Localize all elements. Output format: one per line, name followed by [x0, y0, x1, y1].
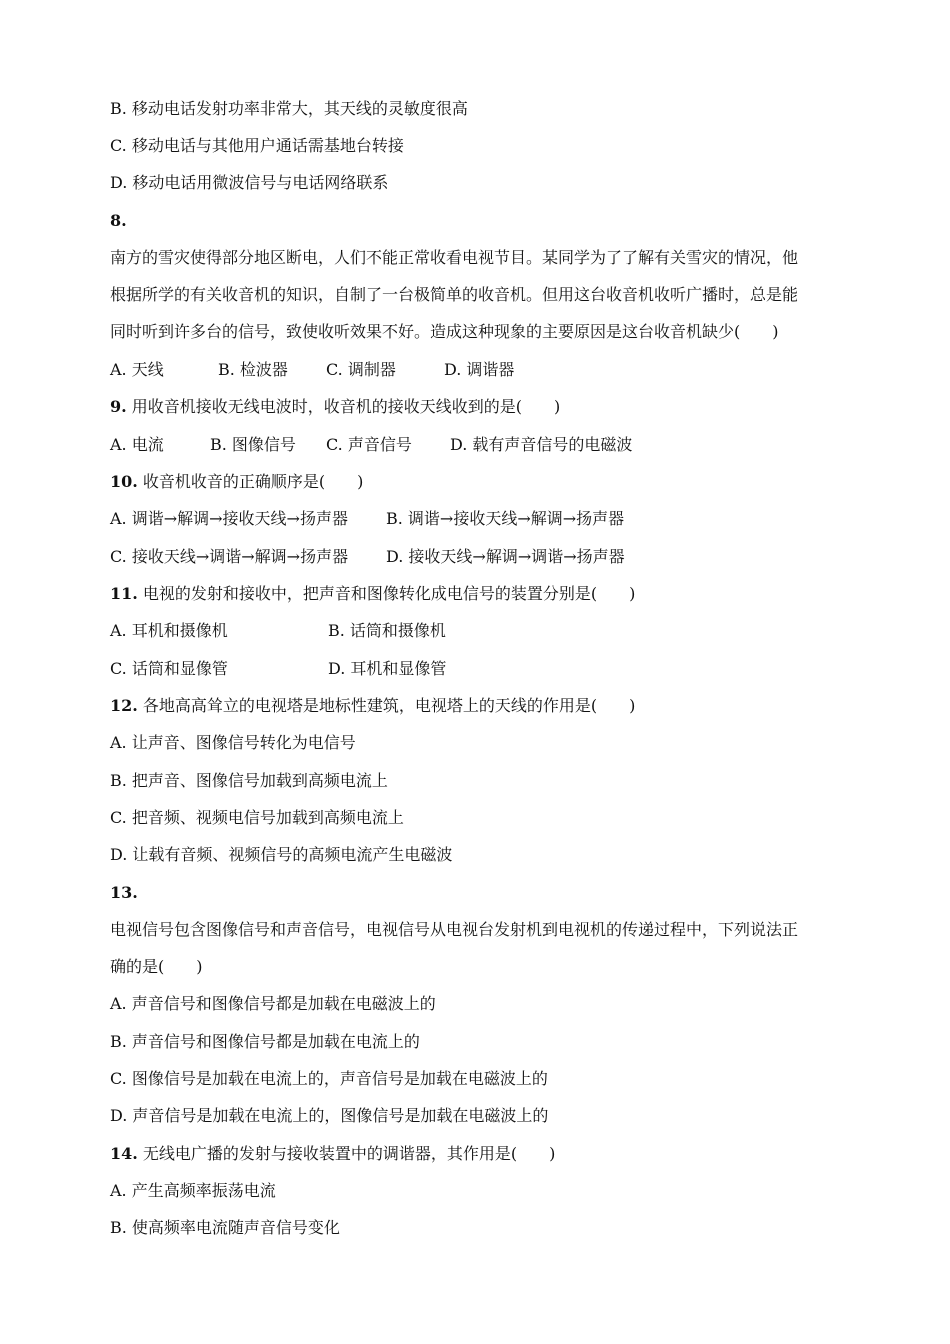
q13-option-a: A. 声音信号和图像信号都是加载在电磁波上的 — [110, 994, 436, 1013]
q12-number: 12. — [110, 696, 138, 715]
q8-number: 8. — [110, 211, 127, 230]
q9-option-d: D. 载有声音信号的电磁波 — [450, 435, 633, 454]
q12-stem — [110, 696, 635, 716]
q9-option-a: A. 电流 — [110, 435, 164, 454]
q11-option-a: A. 耳机和摄像机 — [110, 621, 228, 640]
q13-option-d: D. 声音信号是加载在电流上的，图像信号是加载在电磁波上的 — [110, 1106, 549, 1125]
q11-number: 11. — [110, 584, 138, 603]
q8-stem-line-3: 同时听到许多台的信号，致使收听效果不好。造成这种现象的主要原因是这台收音机缺少( ) — [110, 322, 779, 341]
q10-option-b: B. 调谐→接收天线→解调→扬声器 — [386, 509, 625, 528]
q8-option-d: D. 调谐器 — [444, 360, 515, 379]
q9-stem — [110, 397, 560, 417]
q11-stem-text: 电视的发射和接收中，把声音和图像转化成电信号的装置分别是( ) — [137, 584, 636, 603]
q10-option-c: C. 接收天线→调谐→解调→扬声器 — [110, 547, 349, 566]
q13-option-b: B. 声音信号和图像信号都是加载在电流上的 — [110, 1032, 420, 1051]
q13-number: 13. — [110, 883, 138, 902]
q7-option-d: D. 移动电话用微波信号与电话网络联系 — [110, 173, 389, 192]
q9-number: 9. — [110, 397, 127, 416]
q11-option-b: B. 话筒和摄像机 — [328, 621, 446, 640]
q12-option-d: D. 让载有音频、视频信号的高频电流产生电磁波 — [110, 845, 453, 864]
q14-stem — [110, 1144, 555, 1164]
q12-option-c: C. 把音频、视频电信号加载到高频电流上 — [110, 808, 404, 827]
q13-option-c: C. 图像信号是加载在电流上的，声音信号是加载在电磁波上的 — [110, 1069, 548, 1088]
q10-option-a: A. 调谐→解调→接收天线→扬声器 — [110, 509, 348, 528]
q10-stem-text: 收音机收音的正确顺序是( ) — [137, 472, 364, 491]
q7-option-b: B. 移动电话发射功率非常大，其天线的灵敏度很高 — [110, 99, 468, 118]
q14-option-b: B. 使高频率电流随声音信号变化 — [110, 1218, 340, 1237]
q14-number: 14. — [110, 1144, 138, 1163]
q12-option-b: B. 把声音、图像信号加载到高频电流上 — [110, 771, 388, 790]
q12-option-a: A. 让声音、图像信号转化为电信号 — [110, 733, 356, 752]
q9-option-b: B. 图像信号 — [210, 435, 296, 454]
q7-option-c: C. 移动电话与其他用户通话需基地台转接 — [110, 136, 404, 155]
q8-option-a: A. 天线 — [110, 360, 164, 379]
q11-option-d: D. 耳机和显像管 — [328, 659, 447, 678]
q9-option-c: C. 声音信号 — [326, 435, 412, 454]
q8-stem-line-2: 根据所学的有关收音机的知识，自制了一台极简单的收音机。但用这台收音机收听广播时，总是能 — [110, 285, 799, 304]
q13-stem-line-1: 电视信号包含图像信号和声音信号，电视信号从电视台发射机到电视机的传递过程中，下列说法正 — [110, 920, 799, 939]
q9-stem-text: 用收音机接收无线电波时，收音机的接收天线收到的是( ) — [126, 397, 561, 416]
q10-number: 10. — [110, 472, 138, 491]
q11-stem — [110, 584, 635, 604]
q8-stem-line-1: 南方的雪灾使得部分地区断电，人们不能正常收看电视节目。某同学为了了解有关雪灾的情况，他 — [110, 248, 799, 267]
q8-option-b: B. 检波器 — [218, 360, 288, 379]
q13-stem-line-2: 确的是( ) — [110, 957, 203, 976]
q14-option-a: A. 产生高频率振荡电流 — [110, 1181, 276, 1200]
q10-stem — [110, 472, 363, 492]
q8-option-c: C. 调制器 — [326, 360, 396, 379]
q11-option-c: C. 话筒和显像管 — [110, 659, 228, 678]
q14-stem-text: 无线电广播的发射与接收装置中的调谐器，其作用是( ) — [137, 1144, 556, 1163]
q10-option-d: D. 接收天线→解调→调谐→扬声器 — [386, 547, 625, 566]
q12-stem-text: 各地高高耸立的电视塔是地标性建筑，电视塔上的天线的作用是( ) — [137, 696, 636, 715]
